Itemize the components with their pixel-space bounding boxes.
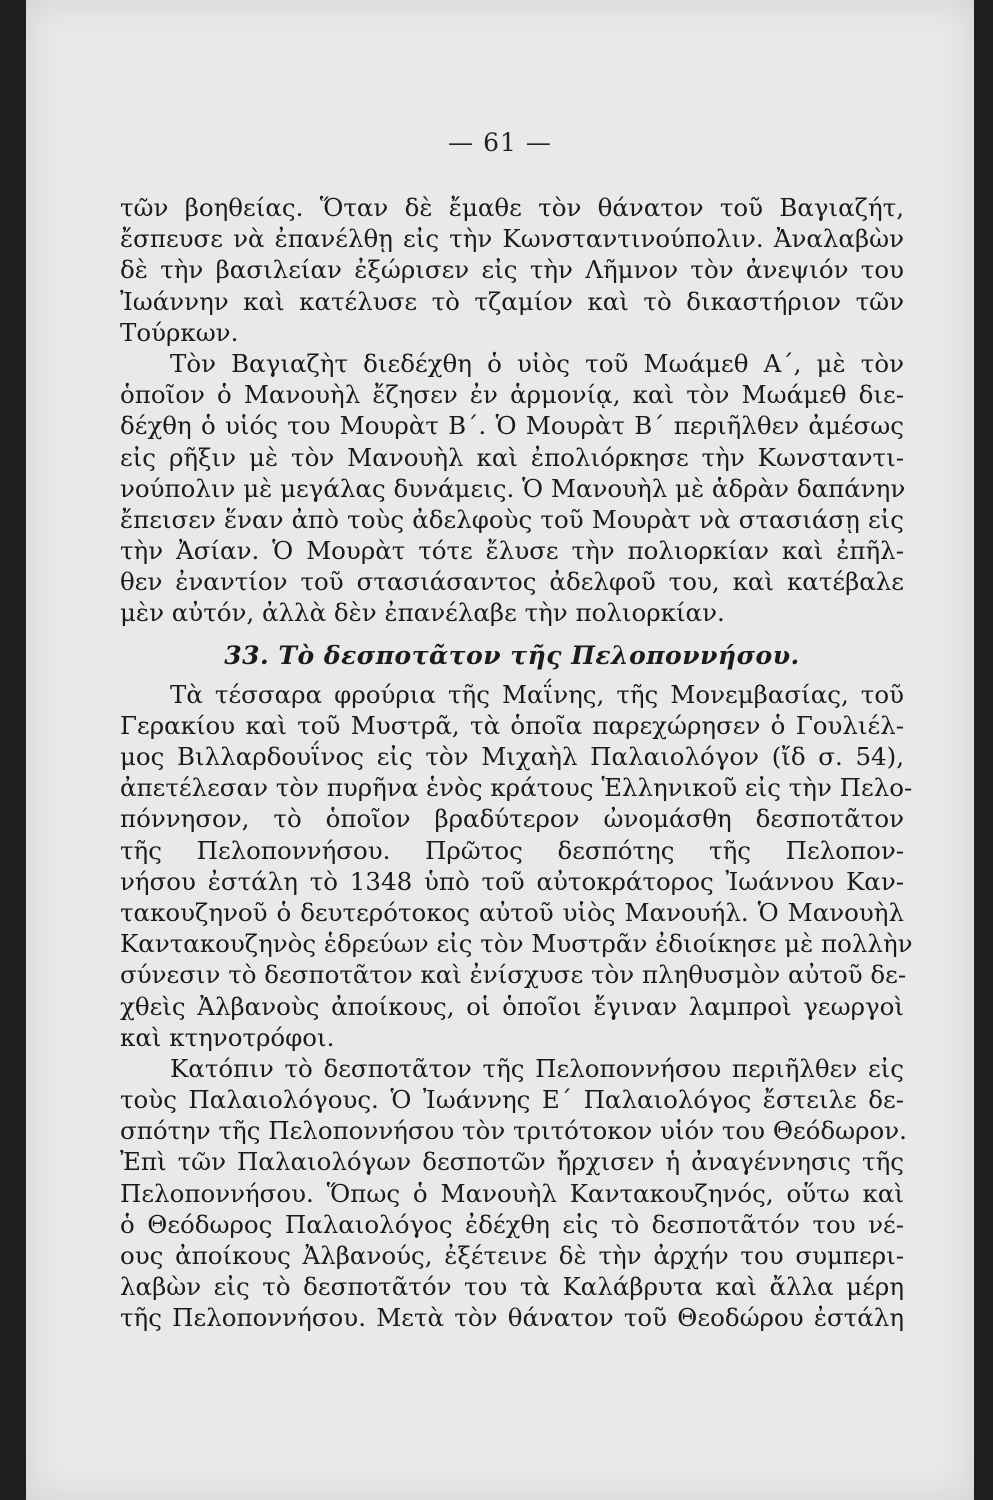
text-line: ὁποῖον ὁ Μανουὴλ ἔζησεν ἐν ἁρμονίᾳ, καὶ τὸν Μωάμεθ διε- — [120, 380, 904, 410]
text-line: Ἰωάννην καὶ κατέλυσε τὸ τζαμίον καὶ τὸ δικαστήριον τῶν — [120, 286, 904, 316]
text-line: τακουζηνοῦ ὁ δευτερότοκος αὐτοῦ υἱὸς Μανουήλ. Ὁ Μανουὴλ — [120, 897, 904, 927]
text-line: χθεὶς Ἀλβανοὺς ἀποίκους, οἱ ὁποῖοι ἔγιναν λαμπροὶ γεωργοὶ — [120, 991, 904, 1021]
text-line: ὁ Θεόδωρος Παλαιολόγος ἐδέχθη εἰς τὸ δεσποτᾶτόν του νέ- — [120, 1209, 904, 1239]
text-line: σύνεσιν τὸ δεσποτᾶτον καὶ ἐνίσχυσε τὸν πληθυσμὸν αὐτοῦ δε- — [120, 960, 907, 990]
text-line: Καντακουζηνὸς ἑδρεύων εἰς τὸν Μυστρᾶν ἐδιοίκησε μὲ πολλὴν — [120, 929, 913, 959]
text-line: θεν ἐναντίον τοῦ στασιάσαντος ἀδελφοῦ του, καὶ κατέβαλε — [120, 567, 904, 597]
text-line: νούπολιν μὲ μεγάλας δυνάμεις. Ὁ Μανουὴλ μὲ ἁδρὰν δαπάνην — [120, 473, 906, 503]
page-text — [120, 192, 913, 1334]
text-line: ἔσπευσε νὰ ἐπανέλθῃ εἰς τὴν Κωνσταντινούπολιν. Ἀναλαβὼν — [120, 224, 904, 254]
book-page — [26, 0, 974, 1500]
text-line: ἔπεισεν ἕναν ἀπὸ τοὺς ἀδελφοὺς τοῦ Μουρὰτ νὰ στασιάσῃ εἰς — [120, 504, 904, 534]
text-line: λαβὼν εἰς τὸ δεσποτᾶτόν του τὰ Καλάβρυτα καὶ ἄλλα μέρη — [120, 1272, 904, 1302]
paragraph-2 — [120, 348, 904, 629]
text-line: δὲ τὴν βασιλείαν ἐξώρισεν εἰς τὴν Λῆμνον τὸν ἀνεψιόν του — [120, 255, 904, 285]
section-heading: 33. Τὸ δεσποτᾶτον τῆς Πελοποννήσου. — [224, 640, 800, 670]
text-line: πόννησον, τὸ ὁποῖον βραδύτερον ὠνομάσθη δεσποτᾶτον — [120, 804, 904, 834]
text-line: Τὸν Βαγιαζὴτ διεδέχθη ὁ υἱὸς τοῦ Μωάμεθ Α΄, μὲ τὸν — [170, 348, 904, 378]
text-line: τὴν Ἀσίαν. Ὁ Μουρὰτ τότε ἔλυσε τὴν πολιορκίαν καὶ ἐπῆλ- — [120, 536, 904, 566]
text-line: Πελοποννήσου. Ὅπως ὁ Μανουὴλ Καντακουζηνός, οὕτω καὶ — [120, 1178, 904, 1208]
text-line: τοὺς Παλαιολόγους. Ὁ Ἰωάννης Ε΄ Παλαιολόγος ἔστειλε δε- — [120, 1085, 904, 1115]
paragraph-3 — [120, 679, 913, 1053]
text-line: μὲν αὐτόν, ἀλλὰ δὲν ἐπανέλαβε τὴν πολιορκίαν. — [120, 598, 725, 628]
text-line: ἀπετέλεσαν τὸν πυρῆνα ἑνὸς κράτους Ἑλληνικοῦ εἰς τὴν Πελο- — [120, 773, 913, 803]
text-line: εἰς ρῆξιν μὲ τὸν Μανουὴλ καὶ ἐπολιόρκησε τὴν Κωνσταντι- — [120, 442, 904, 472]
text-line: σπότην τῆς Πελοποννήσου τὸν τριτότοκον υἱόν του Θεόδωρον. — [120, 1116, 907, 1146]
text-line: Τούρκων. — [120, 317, 239, 347]
text-line: τῆς Πελοποννήσου. Μετὰ τὸν θάνατον τοῦ Θεοδώρου ἐστάλη — [120, 1303, 904, 1333]
text-line: μος Βιλλαρδουΐνος εἰς τὸν Μιχαὴλ Παλαιολόγον (ἴδ σ. 54), — [120, 742, 904, 771]
page-number: — 61 — — [448, 128, 552, 157]
paragraph-1 — [120, 192, 904, 348]
text-line: Τὰ τέσσαρα φρούρια τῆς Μαΐνης, τῆς Μονεμβασίας, τοῦ — [170, 679, 904, 709]
text-line: δέχθη ὁ υἱός του Μουρὰτ Β΄. Ὁ Μουρὰτ Β΄ περιῆλθεν ἀμέσως — [120, 411, 904, 441]
text-line: Γερακίου καὶ τοῦ Μυστρᾶ, τὰ ὁποῖα παρεχώρησεν ὁ Γουλιέλ- — [120, 710, 904, 740]
text-line: Ἐπὶ τῶν Παλαιολόγων δεσποτῶν ἤρχισεν ἡ ἀναγέννησις τῆς — [120, 1147, 904, 1177]
text-line: τῶν βοηθείας. Ὅταν δὲ ἔμαθε τὸν θάνατον τοῦ Βαγιαζήτ, — [120, 193, 904, 222]
text-line: καὶ κτηνοτρόφοι. — [120, 1022, 335, 1052]
text-line: Κατόπιν τὸ δεσποτᾶτον τῆς Πελοποννήσου περιῆλθεν εἰς — [170, 1053, 904, 1083]
paragraph-4 — [120, 1053, 907, 1334]
text-line: ους ἀποίκους Ἀλβανούς, ἐξέτεινε δὲ τὴν ἀρχήν του συμπερι- — [120, 1241, 904, 1270]
text-line: τῆς Πελοποννήσου. Πρῶτος δεσπότης τῆς Πελοπον- — [120, 835, 904, 865]
text-line: νήσου ἐστάλη τὸ 1348 ὑπὸ τοῦ αὐτοκράτορος Ἰωάννου Καν- — [120, 866, 904, 896]
